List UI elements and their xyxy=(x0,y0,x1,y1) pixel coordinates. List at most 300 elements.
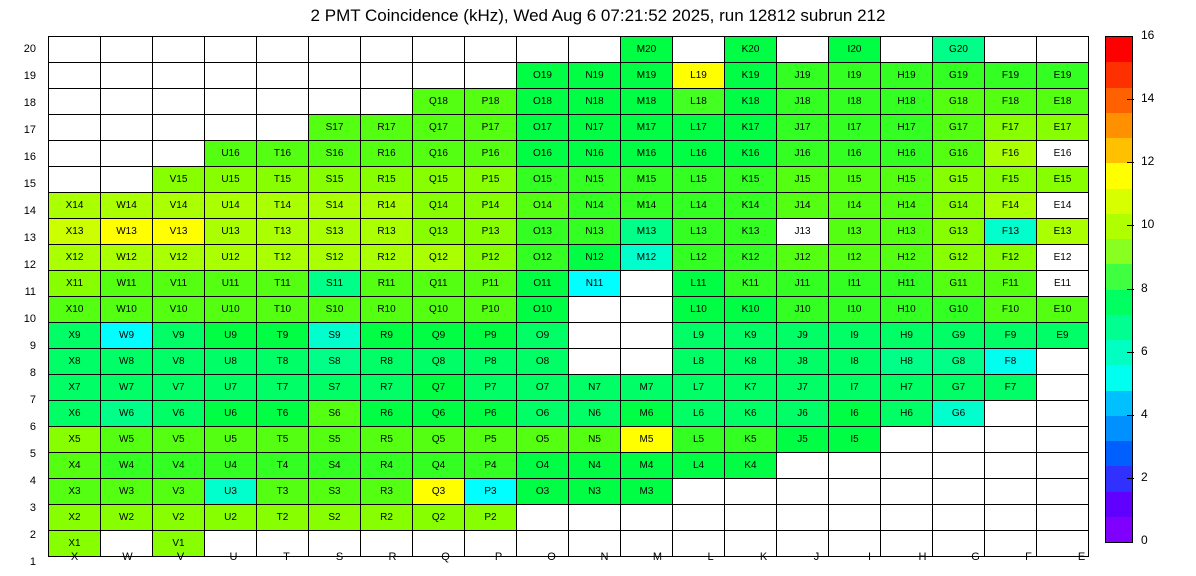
heatmap-cell-empty xyxy=(413,37,465,63)
y-axis-tick-labels xyxy=(0,36,42,576)
heatmap-cell-empty xyxy=(309,37,361,63)
heatmap-cell: X2 xyxy=(49,505,101,531)
heatmap-cell: N3 xyxy=(569,479,621,505)
heatmap-cell-empty xyxy=(829,505,881,531)
heatmap-cell: M5 xyxy=(621,427,673,453)
heatmap-cell-empty xyxy=(933,479,985,505)
heatmap-cell: F18 xyxy=(985,89,1037,115)
heatmap-cell: O10 xyxy=(517,297,569,323)
heatmap-cell-empty xyxy=(153,63,205,89)
heatmap-cell: I7 xyxy=(829,375,881,401)
heatmap-row xyxy=(49,193,1089,219)
heatmap-cell: W10 xyxy=(101,297,153,323)
heatmap-cell: L12 xyxy=(673,245,725,271)
heatmap-cell: L13 xyxy=(673,219,725,245)
heatmap-cell: N19 xyxy=(569,63,621,89)
heatmap-cell: K19 xyxy=(725,63,777,89)
heatmap-cell: P13 xyxy=(465,219,517,245)
heatmap-cell-empty xyxy=(569,505,621,531)
heatmap-cell-empty xyxy=(985,427,1037,453)
heatmap-cell: Q18 xyxy=(413,89,465,115)
x-tick-label: N xyxy=(600,551,609,563)
heatmap-cell-empty xyxy=(933,505,985,531)
heatmap-cell: O12 xyxy=(517,245,569,271)
heatmap-cell-empty xyxy=(465,37,517,63)
heatmap-cell-empty xyxy=(569,349,621,375)
heatmap-cell: G19 xyxy=(933,63,985,89)
heatmap-cell-empty: E11 xyxy=(1037,271,1089,297)
heatmap-cell: V8 xyxy=(153,349,205,375)
heatmap-cell: X14 xyxy=(49,193,101,219)
heatmap-cell-empty xyxy=(153,141,205,167)
heatmap-cell: I6 xyxy=(829,401,881,427)
heatmap-cell: Q3 xyxy=(413,479,465,505)
heatmap-cell-empty xyxy=(517,37,569,63)
heatmap-cell-empty xyxy=(1037,479,1089,505)
heatmap-cell-empty xyxy=(621,505,673,531)
heatmap-cell-empty xyxy=(829,453,881,479)
colorbar-segment xyxy=(1106,264,1132,289)
heatmap-row xyxy=(49,115,1089,141)
heatmap-cell: O19 xyxy=(517,63,569,89)
heatmap-cell: E15 xyxy=(1037,167,1089,193)
heatmap-cell: H10 xyxy=(881,297,933,323)
heatmap-cell: I18 xyxy=(829,89,881,115)
heatmap-cell-empty xyxy=(153,115,205,141)
heatmap-cell: O5 xyxy=(517,427,569,453)
heatmap-cell-empty xyxy=(205,89,257,115)
heatmap-cell: L16 xyxy=(673,141,725,167)
heatmap-cell-empty xyxy=(153,89,205,115)
heatmap-cell: M16 xyxy=(621,141,673,167)
colorbar-tick-mark xyxy=(1127,99,1134,100)
colorbar-tick-label: 10 xyxy=(1141,217,1155,232)
heatmap-cell: E18 xyxy=(1037,89,1089,115)
heatmap-cell: M13 xyxy=(621,219,673,245)
heatmap-cell: K5 xyxy=(725,427,777,453)
heatmap-cell-empty xyxy=(621,297,673,323)
heatmap-cell: R11 xyxy=(361,271,413,297)
heatmap-cell: E13 xyxy=(1037,219,1089,245)
heatmap-cell: R14 xyxy=(361,193,413,219)
y-tick-label: 6 xyxy=(29,421,36,433)
x-tick-label: S xyxy=(335,551,344,563)
heatmap-cell: M18 xyxy=(621,89,673,115)
heatmap-row xyxy=(49,89,1089,115)
heatmap-cell-empty xyxy=(517,505,569,531)
y-tick-label: 13 xyxy=(23,232,36,244)
heatmap-cell: U13 xyxy=(205,219,257,245)
x-tick-label: M xyxy=(652,551,663,563)
heatmap-cell-empty xyxy=(881,505,933,531)
heatmap-cell-empty xyxy=(985,401,1037,427)
heatmap-cell: L5 xyxy=(673,427,725,453)
heatmap-cell: H11 xyxy=(881,271,933,297)
colorbar-tick-label: 0 xyxy=(1141,533,1148,547)
heatmap-cell: P18 xyxy=(465,89,517,115)
heatmap-cell: T3 xyxy=(257,479,309,505)
heatmap-cell: Q11 xyxy=(413,271,465,297)
heatmap-cell: G18 xyxy=(933,89,985,115)
heatmap-cell: Q14 xyxy=(413,193,465,219)
heatmap-cell: G14 xyxy=(933,193,985,219)
heatmap-cell: M3 xyxy=(621,479,673,505)
heatmap-cell: N14 xyxy=(569,193,621,219)
heatmap-cell: T9 xyxy=(257,323,309,349)
colorbar-segment xyxy=(1106,315,1132,340)
heatmap-cell: U6 xyxy=(205,401,257,427)
heatmap-cell: J8 xyxy=(777,349,829,375)
heatmap-cell: K14 xyxy=(725,193,777,219)
heatmap-cell-empty: J13 xyxy=(777,219,829,245)
x-tick-label: J xyxy=(813,551,820,563)
heatmap-cell-empty xyxy=(1037,37,1089,63)
colorbar-tick-labels xyxy=(1133,28,1193,548)
heatmap-cell: V4 xyxy=(153,453,205,479)
heatmap-cell-empty xyxy=(309,63,361,89)
heatmap-grid xyxy=(48,36,1089,557)
heatmap-cell: W11 xyxy=(101,271,153,297)
heatmap-row xyxy=(49,141,1089,167)
heatmap-cell: O15 xyxy=(517,167,569,193)
heatmap-cell: U11 xyxy=(205,271,257,297)
heatmap-cell: P9 xyxy=(465,323,517,349)
heatmap-cell: N11 xyxy=(569,271,621,297)
heatmap-cell: I5 xyxy=(829,427,881,453)
heatmap-cell: S2 xyxy=(309,505,361,531)
heatmap-cell: S6 xyxy=(309,401,361,427)
heatmap-cell: X9 xyxy=(49,323,101,349)
heatmap-cell: T10 xyxy=(257,297,309,323)
heatmap-cell: P5 xyxy=(465,427,517,453)
heatmap-cell: G10 xyxy=(933,297,985,323)
heatmap-cell: T6 xyxy=(257,401,309,427)
y-tick-label: 19 xyxy=(23,70,36,82)
heatmap-cell: S9 xyxy=(309,323,361,349)
heatmap-cell: G11 xyxy=(933,271,985,297)
heatmap-cell: J10 xyxy=(777,297,829,323)
heatmap-cell-empty xyxy=(257,89,309,115)
heatmap-cell-empty xyxy=(205,37,257,63)
heatmap-cell: L18 xyxy=(673,89,725,115)
x-tick-label: V xyxy=(176,551,185,563)
heatmap-cell: G15 xyxy=(933,167,985,193)
heatmap-cell: T16 xyxy=(257,141,309,167)
heatmap-cell: Q10 xyxy=(413,297,465,323)
heatmap-cell-empty xyxy=(673,479,725,505)
heatmap-cell: H16 xyxy=(881,141,933,167)
heatmap-cell: Q2 xyxy=(413,505,465,531)
colorbar-segment xyxy=(1106,163,1132,188)
heatmap-cell: L6 xyxy=(673,401,725,427)
heatmap-cell: P10 xyxy=(465,297,517,323)
heatmap-cell: T11 xyxy=(257,271,309,297)
y-tick-label: 10 xyxy=(23,313,36,325)
heatmap-cell-empty xyxy=(569,37,621,63)
heatmap-cell: K15 xyxy=(725,167,777,193)
heatmap-cell: E19 xyxy=(1037,63,1089,89)
heatmap-cell: O8 xyxy=(517,349,569,375)
heatmap-cell: O3 xyxy=(517,479,569,505)
heatmap-cell: L19 xyxy=(673,63,725,89)
heatmap-cell-empty: E14 xyxy=(1037,193,1089,219)
heatmap-cell: N17 xyxy=(569,115,621,141)
heatmap-cell: J15 xyxy=(777,167,829,193)
heatmap-cell-empty xyxy=(569,323,621,349)
heatmap-row xyxy=(49,297,1089,323)
heatmap-cell: G16 xyxy=(933,141,985,167)
heatmap-cell-empty xyxy=(205,63,257,89)
heatmap-cell: V6 xyxy=(153,401,205,427)
heatmap-cell: J14 xyxy=(777,193,829,219)
heatmap-cell: X4 xyxy=(49,453,101,479)
heatmap-cell: F12 xyxy=(985,245,1037,271)
heatmap-cell: N18 xyxy=(569,89,621,115)
heatmap-cell: M20 xyxy=(621,37,673,63)
heatmap-cell: U4 xyxy=(205,453,257,479)
y-tick-label: 16 xyxy=(23,151,36,163)
heatmap-cell: S3 xyxy=(309,479,361,505)
colorbar-tick-label: 4 xyxy=(1141,406,1148,421)
heatmap-cell: Q8 xyxy=(413,349,465,375)
heatmap-cell: S5 xyxy=(309,427,361,453)
heatmap-cell: S16 xyxy=(309,141,361,167)
heatmap-cell: L11 xyxy=(673,271,725,297)
heatmap-cell: R9 xyxy=(361,323,413,349)
heatmap-cell: J5 xyxy=(777,427,829,453)
heatmap-cell: G20 xyxy=(933,37,985,63)
y-tick-label: 4 xyxy=(29,475,36,487)
colorbar-segment xyxy=(1106,113,1132,138)
x-tick-label: I xyxy=(867,551,872,563)
heatmap-cell: U16 xyxy=(205,141,257,167)
y-tick-label: 2 xyxy=(29,529,36,541)
heatmap-cell: N5 xyxy=(569,427,621,453)
heatmap-cell-empty xyxy=(1037,427,1089,453)
heatmap-cell: G12 xyxy=(933,245,985,271)
heatmap-cell: J9 xyxy=(777,323,829,349)
heatmap-row xyxy=(49,427,1089,453)
colorbar-segment xyxy=(1106,416,1132,441)
heatmap-cell: F13 xyxy=(985,219,1037,245)
y-tick-label: 18 xyxy=(23,97,36,109)
heatmap-cell-empty xyxy=(933,427,985,453)
heatmap-cell: M19 xyxy=(621,63,673,89)
heatmap-cell: K9 xyxy=(725,323,777,349)
heatmap-cell: H9 xyxy=(881,323,933,349)
heatmap-cell: O16 xyxy=(517,141,569,167)
heatmap-cell: N4 xyxy=(569,453,621,479)
heatmap-cell: L14 xyxy=(673,193,725,219)
heatmap-cell: Q7 xyxy=(413,375,465,401)
heatmap-cell-empty xyxy=(309,89,361,115)
heatmap-cell-empty xyxy=(985,505,1037,531)
heatmap-cell-empty xyxy=(569,297,621,323)
heatmap-cell-empty xyxy=(257,37,309,63)
heatmap-cell: U15 xyxy=(205,167,257,193)
heatmap-cell: R16 xyxy=(361,141,413,167)
heatmap-cell: J11 xyxy=(777,271,829,297)
heatmap-cell: J12 xyxy=(777,245,829,271)
heatmap-cell-empty xyxy=(985,37,1037,63)
heatmap-cell-empty xyxy=(1037,505,1089,531)
heatmap-cell: E9 xyxy=(1037,323,1089,349)
heatmap-cell: O18 xyxy=(517,89,569,115)
colorbar xyxy=(1105,36,1133,543)
heatmap-cell: J19 xyxy=(777,63,829,89)
heatmap-cell: F19 xyxy=(985,63,1037,89)
heatmap-cell: P14 xyxy=(465,193,517,219)
heatmap-cell: K17 xyxy=(725,115,777,141)
heatmap-cell: F7 xyxy=(985,375,1037,401)
heatmap-cell: J6 xyxy=(777,401,829,427)
heatmap-cell: R3 xyxy=(361,479,413,505)
heatmap-cell: X13 xyxy=(49,219,101,245)
heatmap-cell: S4 xyxy=(309,453,361,479)
heatmap-cell: O13 xyxy=(517,219,569,245)
heatmap-cell: S10 xyxy=(309,297,361,323)
x-tick-label: U xyxy=(229,551,238,563)
heatmap-cell-empty xyxy=(257,115,309,141)
heatmap-cell: H12 xyxy=(881,245,933,271)
heatmap-cell: N12 xyxy=(569,245,621,271)
x-tick-label: F xyxy=(1025,551,1032,563)
heatmap-cell: X12 xyxy=(49,245,101,271)
heatmap-cell: R7 xyxy=(361,375,413,401)
heatmap-cell-empty xyxy=(673,505,725,531)
heatmap-row xyxy=(49,245,1089,271)
heatmap-cell-empty xyxy=(153,37,205,63)
heatmap-cell: K8 xyxy=(725,349,777,375)
heatmap-cell: S14 xyxy=(309,193,361,219)
heatmap-cell: N16 xyxy=(569,141,621,167)
heatmap-cell: J7 xyxy=(777,375,829,401)
heatmap-cell: J18 xyxy=(777,89,829,115)
heatmap-cell: O14 xyxy=(517,193,569,219)
heatmap-cell-empty xyxy=(49,115,101,141)
colorbar-segment xyxy=(1106,239,1132,264)
colorbar-tick-mark xyxy=(1127,415,1134,416)
heatmap-cell: V10 xyxy=(153,297,205,323)
heatmap-cell-empty xyxy=(725,505,777,531)
heatmap-cell: X3 xyxy=(49,479,101,505)
heatmap-cell: R5 xyxy=(361,427,413,453)
heatmap-cell: U3 xyxy=(205,479,257,505)
colorbar-tick-label: 14 xyxy=(1141,91,1155,106)
heatmap-cell: W8 xyxy=(101,349,153,375)
colorbar-segment xyxy=(1106,492,1132,517)
heatmap-cell: Q17 xyxy=(413,115,465,141)
heatmap-cell: U2 xyxy=(205,505,257,531)
heatmap-cell: I15 xyxy=(829,167,881,193)
heatmap-cell: V9 xyxy=(153,323,205,349)
colorbar-tick-mark xyxy=(1127,289,1134,290)
x-tick-label: G xyxy=(971,551,980,563)
heatmap-cell: T4 xyxy=(257,453,309,479)
heatmap-cell: Q5 xyxy=(413,427,465,453)
heatmap-cell: F8 xyxy=(985,349,1037,375)
heatmap-cell: K10 xyxy=(725,297,777,323)
heatmap-cell: R17 xyxy=(361,115,413,141)
heatmap-cell: I16 xyxy=(829,141,881,167)
heatmap-cell: P4 xyxy=(465,453,517,479)
heatmap-cell-empty xyxy=(49,89,101,115)
heatmap-cell: J16 xyxy=(777,141,829,167)
heatmap-cell: V3 xyxy=(153,479,205,505)
heatmap-cell: G6 xyxy=(933,401,985,427)
heatmap-cell: P6 xyxy=(465,401,517,427)
heatmap-cell-empty xyxy=(881,427,933,453)
heatmap-cell: K13 xyxy=(725,219,777,245)
heatmap-cell: I17 xyxy=(829,115,881,141)
heatmap-cell: K20 xyxy=(725,37,777,63)
heatmap-cell: T15 xyxy=(257,167,309,193)
heatmap-cell-empty: E16 xyxy=(1037,141,1089,167)
heatmap-cell: Q13 xyxy=(413,219,465,245)
heatmap-cell: K16 xyxy=(725,141,777,167)
heatmap-cell: O7 xyxy=(517,375,569,401)
heatmap-cell: F11 xyxy=(985,271,1037,297)
heatmap-cell: I14 xyxy=(829,193,881,219)
heatmap-cell: X8 xyxy=(49,349,101,375)
heatmap-cell-empty xyxy=(1037,401,1089,427)
x-tick-label: L xyxy=(707,551,714,563)
heatmap-cell: L17 xyxy=(673,115,725,141)
y-tick-label: 11 xyxy=(24,286,36,298)
heatmap-cell: M14 xyxy=(621,193,673,219)
heatmap-cell: V2 xyxy=(153,505,205,531)
colorbar-segment xyxy=(1106,189,1132,214)
heatmap-cell: V7 xyxy=(153,375,205,401)
heatmap-cell: O4 xyxy=(517,453,569,479)
heatmap-cell: G13 xyxy=(933,219,985,245)
heatmap-cell: I9 xyxy=(829,323,881,349)
colorbar-segment xyxy=(1106,214,1132,239)
heatmap-cell: L10 xyxy=(673,297,725,323)
heatmap-cell: R8 xyxy=(361,349,413,375)
heatmap-cell: R6 xyxy=(361,401,413,427)
heatmap-cell: Q15 xyxy=(413,167,465,193)
heatmap-cell: T13 xyxy=(257,219,309,245)
y-tick-label: 20 xyxy=(23,43,36,55)
heatmap-cell: K12 xyxy=(725,245,777,271)
heatmap-cell: H8 xyxy=(881,349,933,375)
heatmap-cell: Q4 xyxy=(413,453,465,479)
heatmap-cell: M17 xyxy=(621,115,673,141)
heatmap-cell: R4 xyxy=(361,453,413,479)
y-tick-label: 15 xyxy=(23,178,36,190)
heatmap-cell: H14 xyxy=(881,193,933,219)
heatmap-cell: S7 xyxy=(309,375,361,401)
y-tick-label: 17 xyxy=(23,124,36,136)
heatmap-cell: R2 xyxy=(361,505,413,531)
colorbar-segment xyxy=(1106,88,1132,113)
heatmap-cell-empty xyxy=(777,505,829,531)
heatmap-cell: T7 xyxy=(257,375,309,401)
heatmap-cell: P15 xyxy=(465,167,517,193)
x-tick-label: E xyxy=(1077,551,1086,563)
heatmap-cell: F15 xyxy=(985,167,1037,193)
heatmap-cell: M6 xyxy=(621,401,673,427)
heatmap-cell: F17 xyxy=(985,115,1037,141)
heatmap-cell: K4 xyxy=(725,453,777,479)
heatmap-cell-empty xyxy=(465,63,517,89)
heatmap-row xyxy=(49,63,1089,89)
colorbar-segment xyxy=(1106,441,1132,466)
heatmap-cell: E17 xyxy=(1037,115,1089,141)
heatmap-cell-empty xyxy=(101,37,153,63)
heatmap-cell-empty xyxy=(621,349,673,375)
